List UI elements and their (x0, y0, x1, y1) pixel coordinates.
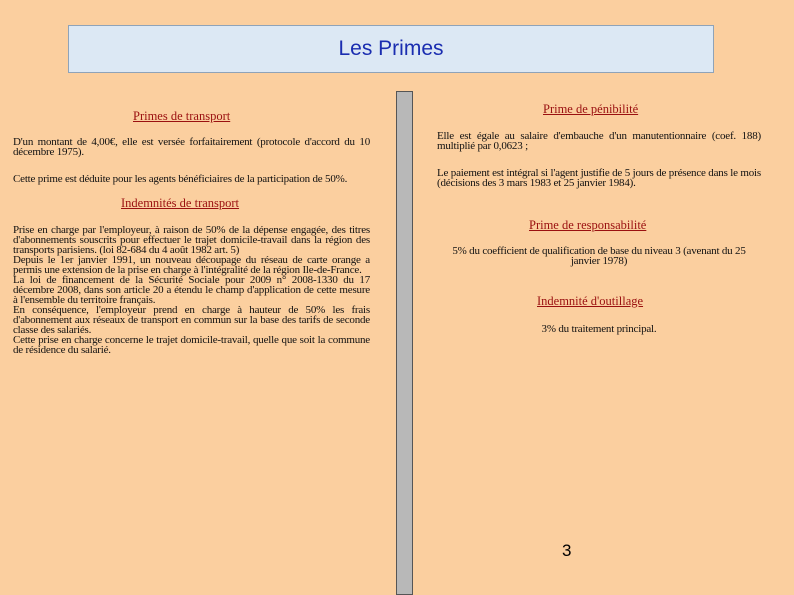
transport-paragraph-1: D'un montant de 4,00€, elle est versée forfaitairement (protocole d'accord du 10 décembre 1975). (13, 136, 370, 158)
indemnites-paragraph: Prise en charge par l'employeur, à raison de 50% de la dépense engagée, des titres d'abonnements souscrits pour effectuer le trajet domicile-travail dans la région des transports parisiens. (loi 82-684 du 4 août 1982 art. 5) (13, 224, 370, 256)
transport-heading: Primes de transport (133, 109, 231, 123)
penibilite-paragraph-2: Le paiement est intégral si l'agent justifie de 5 jours de présence dans le mois (décisions des 3 mars 1983 et 25 janvier 1984). (437, 167, 761, 189)
indemnites-paragraph: La loi de financement de la Sécurité Sociale pour 2009 n° 2008-1330 du 17 décembre 2008, dans son article 20 a étendu le champ d'application de cette mesure à l'ensemble du territoire français. (13, 274, 370, 306)
responsabilite-paragraph: 5% du coefficient de qualification de base du niveau 3 (avenant du 25 janvier 1978) (452, 245, 746, 267)
indemnites-paragraph: En conséquence, l'employeur prend en charge à hauteur de 50% les frais d'abonnement aux réseaux de transport en commun sur la base des tarifs de seconde classe des salariés. (13, 304, 370, 336)
outillage-paragraph: 3% du traitement principal. (541, 323, 657, 335)
transport-paragraph-2: Cette prime est déduite pour les agents bénéficiaires de la participation de 50%. (13, 173, 348, 185)
penibilite-paragraph-1: Elle est égale au salaire d'embauche d'un manutentionnaire (coef. 188) multiplié par 0,0623 ; (437, 130, 761, 152)
page-number: 3 (562, 541, 572, 560)
indemnites-paragraph: Depuis le 1er janvier 1991, un nouveau découpage du réseau de carte orange a permis une extension de la prise en charge à l'intégralité de la région Ile-de-France. (13, 254, 370, 276)
indemnites-body (13, 225, 370, 355)
page-title: Les Primes (338, 37, 444, 60)
column-divider (396, 91, 413, 595)
responsabilite-heading: Prime de responsabilité (529, 218, 647, 232)
outillage-heading: Indemnité d'outillage (537, 294, 644, 308)
indemnites-paragraph: Cette prise en charge concerne le trajet domicile-travail, quelle que soit la commune de résidence du salarié. (13, 334, 370, 356)
title-banner (68, 25, 714, 73)
penibilite-heading: Prime de pénibilité (543, 102, 639, 116)
indemnites-heading: Indemnités de transport (121, 196, 240, 210)
